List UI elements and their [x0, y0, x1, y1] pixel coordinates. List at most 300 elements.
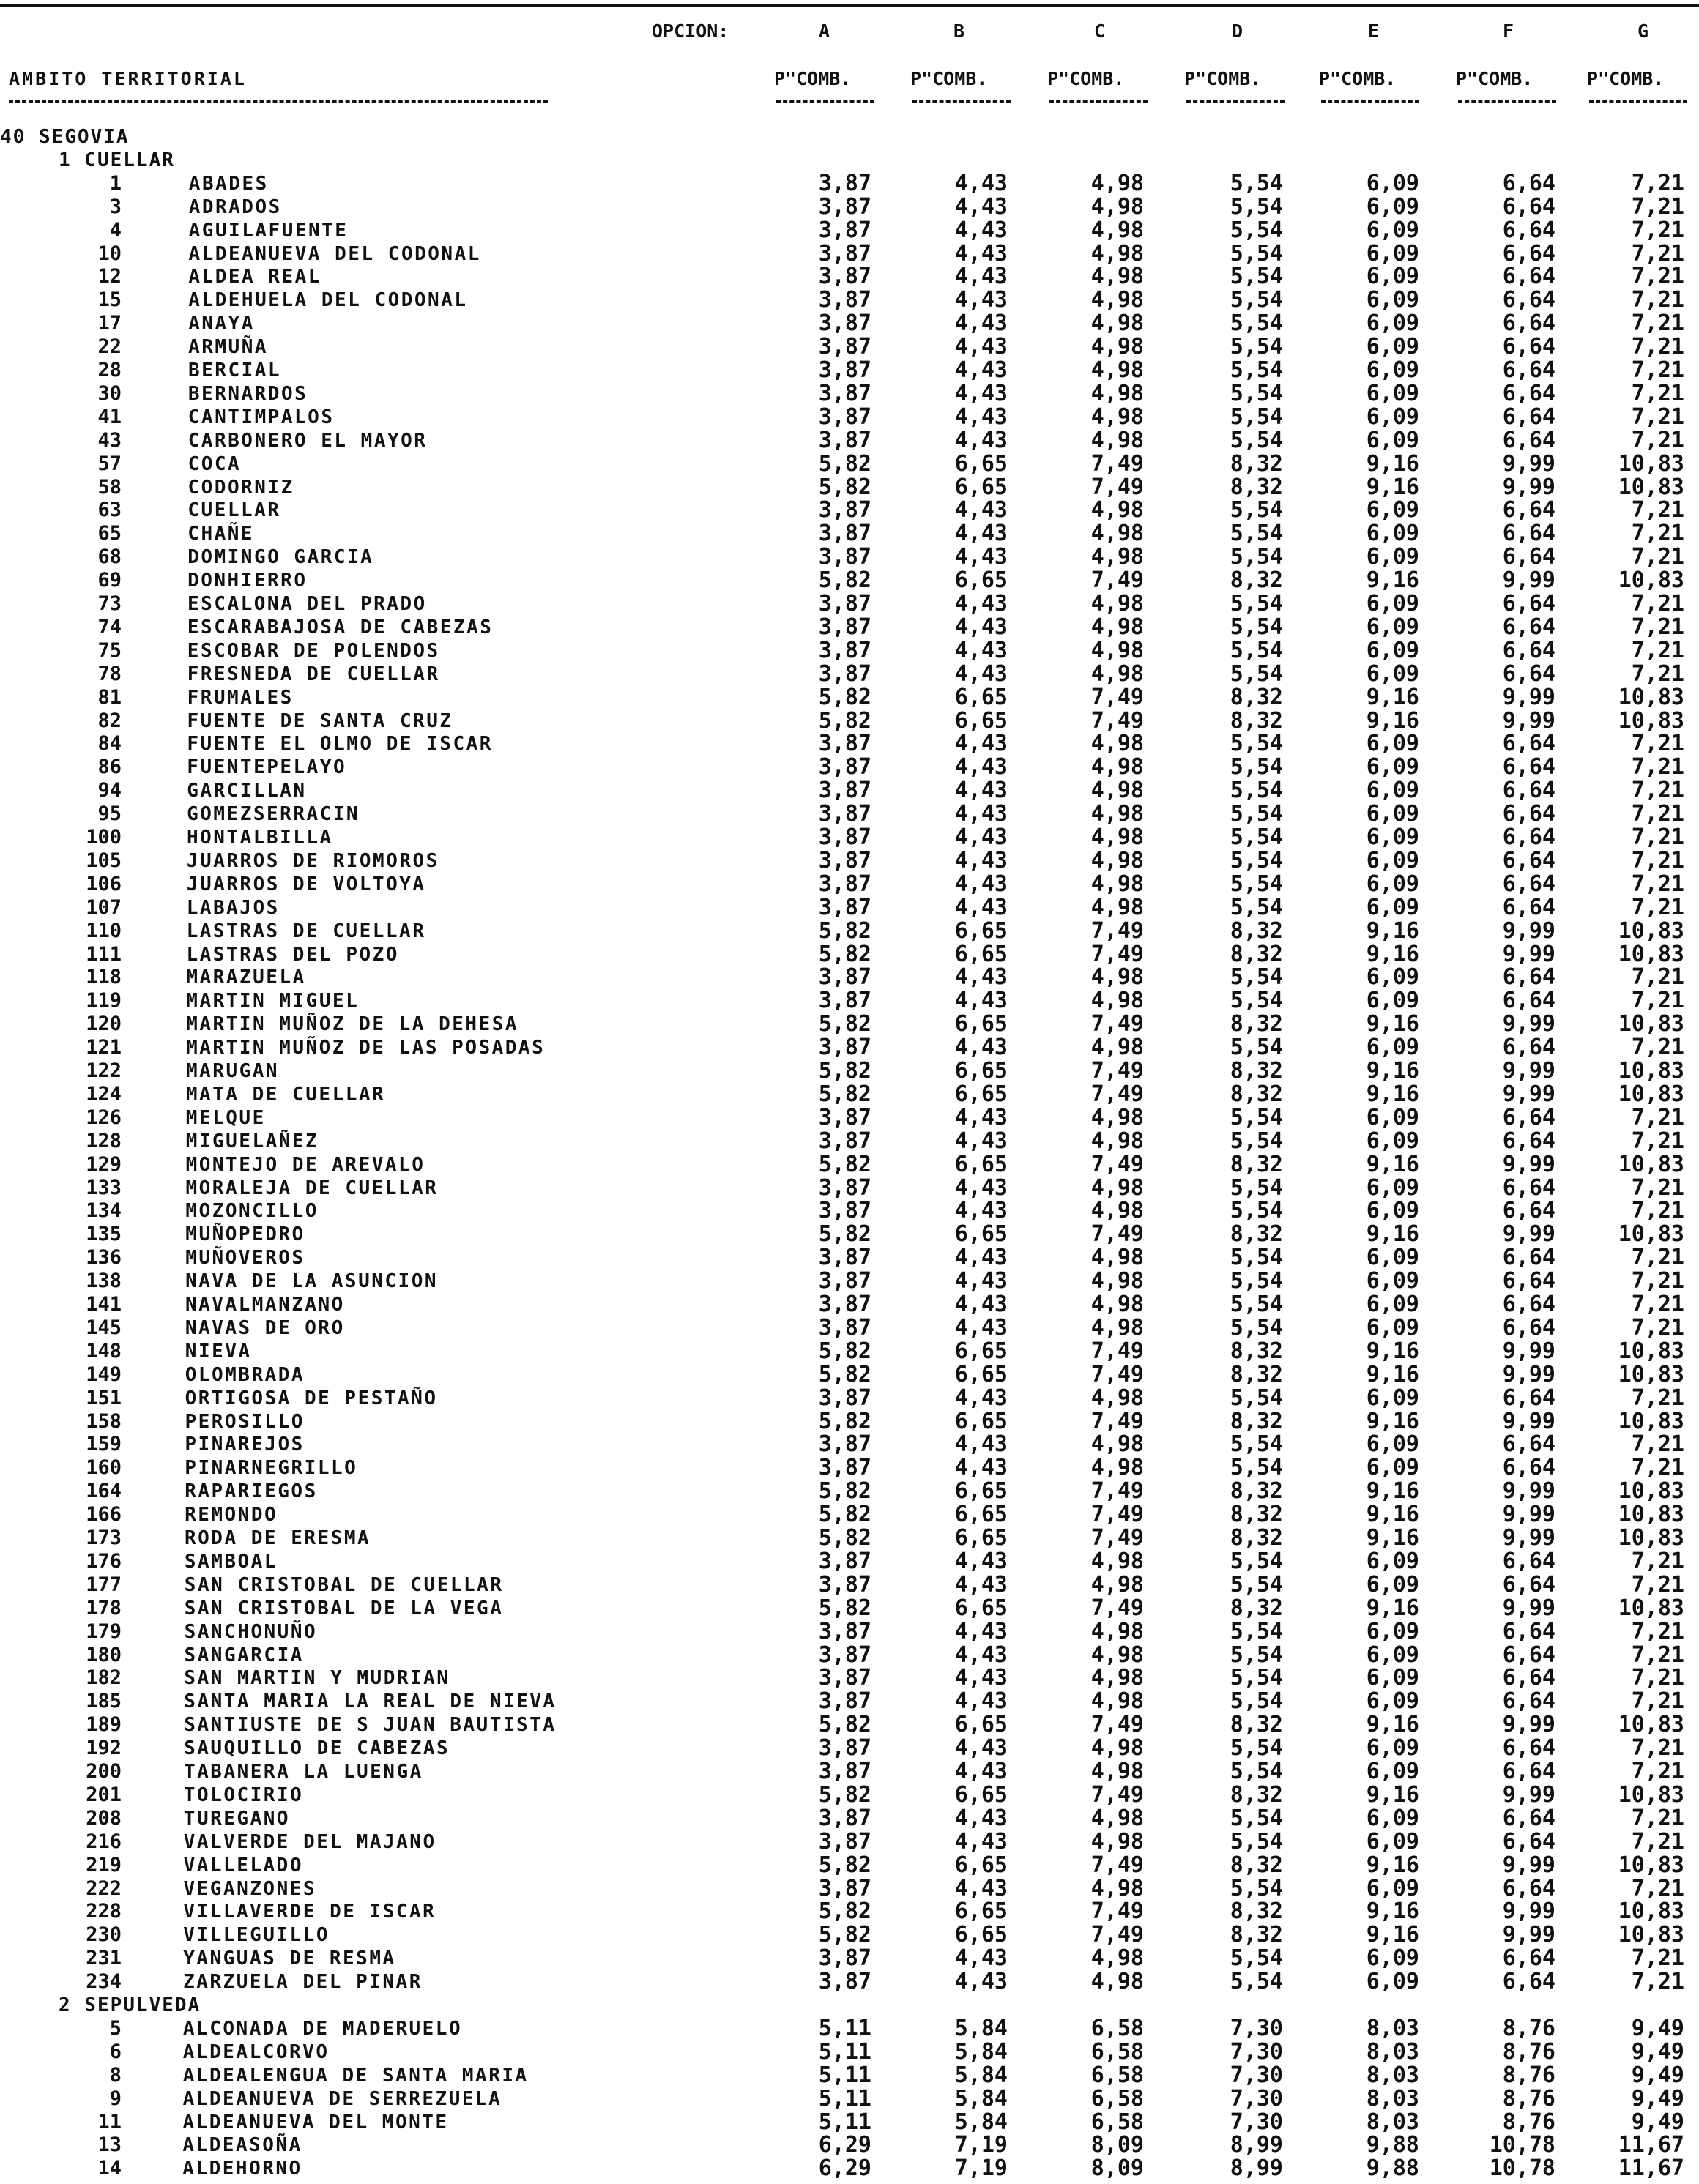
- value-option-c: 7,49: [1090, 1081, 1144, 1107]
- table-row: [0, 1713, 1699, 1737]
- value-option-a: 3,87: [818, 847, 871, 873]
- municipality-name: MOZONCILLO: [185, 1200, 319, 1223]
- value-option-g: 7,21: [1631, 637, 1684, 663]
- value-option-g: 10,83: [1618, 1898, 1684, 1925]
- value-option-f: 9,99: [1502, 450, 1555, 477]
- value-option-e: 9,16: [1366, 684, 1419, 710]
- municipality-name: ALDEHUELA DEL CODONAL: [188, 289, 468, 312]
- value-option-f: 9,99: [1502, 567, 1555, 594]
- value-option-g: 10,83: [1618, 1852, 1684, 1878]
- municipality-name: ORTIGOSA DE PESTAÑO: [185, 1387, 438, 1409]
- value-option-c: 4,98: [1090, 1805, 1144, 1831]
- municipality-name: ESCOBAR DE POLENDOS: [187, 639, 440, 662]
- value-option-e: 6,09: [1366, 1828, 1419, 1855]
- value-option-b: 6,65: [954, 1852, 1008, 1878]
- value-option-d: 8,32: [1230, 941, 1283, 967]
- value-option-b: 4,43: [954, 217, 1008, 243]
- value-option-b: 4,43: [954, 1665, 1008, 1691]
- value-option-a: 5,82: [818, 1081, 871, 1107]
- value-option-a: 3,87: [818, 217, 871, 243]
- value-option-e: 9,16: [1366, 1151, 1419, 1177]
- value-option-d: 8,32: [1230, 1852, 1283, 1878]
- value-option-d: 5,54: [1230, 1455, 1283, 1481]
- value-option-c: 4,98: [1090, 1665, 1144, 1691]
- value-option-a: 3,87: [818, 1245, 871, 1271]
- value-option-f: 6,64: [1502, 217, 1555, 243]
- value-option-b: 4,43: [954, 1875, 1008, 1901]
- municipality-name: MONTEJO DE AREVALO: [185, 1153, 425, 1176]
- municipality-code: 164: [86, 1480, 122, 1503]
- value-option-d: 8,32: [1230, 1712, 1283, 1738]
- value-option-c: 4,98: [1090, 1455, 1144, 1481]
- municipality-name: MORALEJA DE CUELLAR: [185, 1177, 439, 1199]
- value-option-b: 6,65: [954, 1922, 1008, 1948]
- municipality-name: OLOMBRADA: [185, 1363, 305, 1386]
- value-option-g: 9,49: [1631, 2062, 1684, 2088]
- value-option-f: 9,99: [1502, 1058, 1555, 1084]
- value-option-d: 5,54: [1230, 591, 1283, 616]
- value-option-a: 3,87: [818, 240, 871, 267]
- value-option-e: 6,09: [1366, 170, 1419, 196]
- value-option-g: 7,21: [1631, 1174, 1684, 1201]
- value-option-b: 4,43: [954, 1384, 1008, 1411]
- value-option-d: 5,54: [1230, 1174, 1283, 1201]
- municipality-name: SANGARCIA: [184, 1644, 304, 1666]
- value-option-b: 4,43: [954, 310, 1008, 337]
- municipality-name: PINAREJOS: [185, 1434, 305, 1456]
- value-option-f: 8,76: [1502, 2062, 1555, 2088]
- table-row: [0, 616, 1699, 639]
- value-option-b: 6,65: [954, 567, 1008, 594]
- municipality-name: SAMBOAL: [184, 1550, 278, 1573]
- value-option-b: 4,43: [954, 240, 1008, 267]
- municipality-name: ALDEALCORVO: [182, 2040, 330, 2063]
- value-option-b: 6,65: [954, 474, 1008, 500]
- value-option-c: 4,98: [1090, 778, 1144, 804]
- value-option-g: 10,83: [1618, 1478, 1684, 1505]
- table-row: [0, 1059, 1699, 1083]
- value-option-a: 5,82: [818, 1408, 871, 1434]
- value-option-e: 6,09: [1366, 637, 1419, 663]
- municipality-code: 166: [86, 1503, 122, 1527]
- value-option-f: 6,64: [1502, 1759, 1555, 1784]
- value-option-d: 8,32: [1230, 1525, 1283, 1551]
- municipality-code: 11: [97, 2110, 122, 2133]
- column-underline-g: [1589, 100, 1687, 103]
- value-option-a: 5,82: [818, 917, 871, 944]
- value-option-e: 6,09: [1366, 1128, 1419, 1154]
- value-option-e: 6,09: [1366, 1268, 1419, 1294]
- value-option-f: 6,64: [1502, 403, 1555, 430]
- value-option-e: 6,09: [1366, 264, 1419, 290]
- value-option-b: 4,43: [954, 1641, 1008, 1668]
- value-option-a: 3,87: [818, 380, 871, 406]
- value-option-e: 6,09: [1366, 1104, 1419, 1130]
- value-option-d: 5,54: [1230, 1618, 1283, 1644]
- value-option-d: 5,54: [1230, 497, 1283, 523]
- table-row: [0, 1456, 1699, 1480]
- value-option-f: 6,64: [1502, 1828, 1555, 1855]
- value-option-d: 5,54: [1230, 217, 1283, 243]
- value-option-g: 10,83: [1618, 1058, 1684, 1084]
- table-row: [0, 242, 1699, 266]
- value-option-g: 7,21: [1631, 240, 1684, 267]
- value-option-c: 7,49: [1090, 1221, 1144, 1248]
- municipality-name: MARUGAN: [186, 1060, 280, 1082]
- table-row: [0, 1737, 1699, 1760]
- value-option-c: 4,98: [1090, 801, 1144, 827]
- municipality-code: 231: [86, 1947, 122, 1970]
- value-option-c: 4,98: [1090, 1688, 1144, 1715]
- table-row: [0, 989, 1699, 1013]
- value-option-c: 7,49: [1090, 1361, 1144, 1387]
- value-option-g: 7,21: [1631, 1384, 1684, 1411]
- value-option-g: 7,21: [1631, 614, 1684, 640]
- value-option-f: 6,64: [1502, 1268, 1555, 1294]
- value-option-c: 4,98: [1090, 591, 1144, 616]
- value-option-d: 8,32: [1230, 1338, 1283, 1364]
- value-option-b: 4,43: [954, 731, 1008, 757]
- value-option-d: 5,54: [1230, 1969, 1283, 1995]
- value-option-d: 5,54: [1230, 1198, 1283, 1224]
- value-option-c: 7,49: [1090, 450, 1144, 477]
- value-option-e: 9,16: [1366, 1712, 1419, 1738]
- value-option-b: 6,65: [954, 1898, 1008, 1925]
- value-option-b: 4,43: [954, 521, 1008, 547]
- municipality-code: 200: [86, 1760, 122, 1783]
- value-option-a: 3,87: [818, 1618, 871, 1644]
- municipality-code: 216: [86, 1830, 122, 1853]
- value-option-f: 6,64: [1502, 964, 1555, 991]
- value-option-f: 6,64: [1502, 193, 1555, 220]
- value-option-d: 8,32: [1230, 684, 1283, 710]
- value-option-g: 7,21: [1631, 521, 1684, 547]
- municipality-name: ALDEALENGUA DE SANTA MARIA: [182, 2064, 529, 2087]
- value-option-g: 9,49: [1631, 2015, 1684, 2041]
- value-option-f: 6,64: [1502, 240, 1555, 267]
- table-row: [0, 826, 1699, 849]
- value-option-e: 8,03: [1366, 2062, 1419, 2088]
- value-option-a: 3,87: [818, 1174, 871, 1201]
- municipality-code: 182: [86, 1666, 122, 1690]
- value-option-e: 9,16: [1366, 567, 1419, 594]
- province-title: 40 SEGOVIA: [0, 126, 130, 148]
- value-option-g: 7,21: [1631, 847, 1684, 873]
- option-letter-e: E: [1368, 21, 1380, 42]
- value-option-d: 8,32: [1230, 1408, 1283, 1434]
- value-option-e: 8,03: [1366, 2038, 1419, 2065]
- value-option-a: 3,87: [818, 894, 871, 920]
- value-option-f: 6,64: [1502, 1945, 1555, 1972]
- municipality-name: SANCHONUÑO: [184, 1620, 318, 1643]
- value-option-d: 5,54: [1230, 1805, 1283, 1831]
- value-option-d: 5,54: [1230, 240, 1283, 267]
- table-row: [0, 779, 1699, 802]
- value-option-b: 6,65: [954, 1151, 1008, 1177]
- table-row: [0, 312, 1699, 335]
- column-underline-b: [912, 100, 1011, 103]
- municipality-name: VILLAVERDE DE ISCAR: [183, 1901, 436, 1923]
- value-option-d: 5,54: [1230, 310, 1283, 337]
- value-option-a: 5,82: [818, 1011, 871, 1037]
- opcion-label: OPCION:: [652, 21, 729, 42]
- table-row: [0, 1410, 1699, 1434]
- value-option-d: 5,54: [1230, 287, 1283, 313]
- value-option-e: 6,09: [1366, 1292, 1419, 1317]
- value-option-c: 4,98: [1090, 637, 1144, 663]
- value-option-a: 3,87: [818, 1969, 871, 1995]
- value-option-f: 6,64: [1502, 1875, 1555, 1901]
- value-option-b: 6,65: [954, 707, 1008, 734]
- value-option-d: 7,30: [1230, 2062, 1283, 2088]
- value-option-d: 5,54: [1230, 1875, 1283, 1901]
- value-option-d: 5,54: [1230, 1268, 1283, 1294]
- value-option-d: 5,54: [1230, 1035, 1283, 1061]
- value-option-e: 6,09: [1366, 1759, 1419, 1784]
- value-option-a: 5,82: [818, 450, 871, 477]
- value-option-c: 7,49: [1090, 1151, 1144, 1177]
- municipality-code: 118: [86, 966, 122, 989]
- value-option-a: 3,87: [818, 334, 871, 360]
- value-option-a: 5,11: [818, 2062, 871, 2088]
- municipality-code: 65: [97, 522, 122, 545]
- value-option-a: 3,87: [818, 591, 871, 616]
- value-option-e: 6,09: [1366, 660, 1419, 687]
- value-option-f: 6,64: [1502, 1548, 1555, 1574]
- municipality-name: NIEVA: [185, 1340, 252, 1363]
- value-option-a: 6,29: [818, 2155, 871, 2182]
- table-row: [0, 732, 1699, 756]
- value-option-c: 4,98: [1090, 754, 1144, 780]
- value-option-d: 8,32: [1230, 567, 1283, 594]
- value-option-g: 10,83: [1618, 567, 1684, 594]
- value-option-c: 7,49: [1090, 684, 1144, 710]
- value-option-g: 7,21: [1631, 1198, 1684, 1224]
- municipality-name: NAVA DE LA ASUNCION: [185, 1270, 439, 1293]
- value-option-e: 6,09: [1366, 894, 1419, 920]
- value-option-d: 5,54: [1230, 1245, 1283, 1271]
- value-option-b: 6,65: [954, 1338, 1008, 1364]
- value-option-e: 6,09: [1366, 614, 1419, 640]
- municipality-name: LASTRAS DEL POZO: [186, 943, 399, 966]
- table-row: [0, 1013, 1699, 1036]
- section-heading: [0, 1994, 1699, 2017]
- value-option-g: 9,49: [1631, 2085, 1684, 2112]
- value-option-g: 10,83: [1618, 1525, 1684, 1551]
- value-option-b: 6,65: [954, 1478, 1008, 1505]
- value-option-d: 8,32: [1230, 1898, 1283, 1925]
- value-option-f: 6,64: [1502, 1969, 1555, 1995]
- value-option-a: 3,87: [818, 1665, 871, 1691]
- value-option-b: 4,43: [954, 754, 1008, 780]
- value-option-c: 4,98: [1090, 894, 1144, 920]
- municipality-name: FUENTE EL OLMO DE ISCAR: [187, 733, 493, 756]
- value-option-a: 3,87: [818, 801, 871, 827]
- municipality-name: MARAZUELA: [186, 966, 306, 989]
- value-option-f: 6,64: [1502, 380, 1555, 406]
- municipality-code: 134: [86, 1199, 122, 1223]
- municipality-name: REMONDO: [185, 1504, 278, 1527]
- column-label-b: P"COMB.: [910, 68, 988, 89]
- value-option-b: 6,65: [954, 1011, 1008, 1037]
- municipality-name: ALDEASOÑA: [182, 2134, 302, 2157]
- municipality-code: 9: [109, 2087, 122, 2110]
- value-option-b: 4,43: [954, 1828, 1008, 1855]
- municipality-code: 133: [86, 1176, 122, 1199]
- value-option-a: 3,87: [818, 1945, 871, 1972]
- value-option-e: 9,16: [1366, 1502, 1419, 1528]
- municipality-code: 111: [86, 942, 122, 966]
- table-row: [0, 1550, 1699, 1573]
- value-option-a: 3,87: [818, 1035, 871, 1061]
- value-option-b: 4,43: [954, 1945, 1008, 1972]
- value-option-f: 6,64: [1502, 170, 1555, 196]
- value-option-d: 5,54: [1230, 1735, 1283, 1762]
- value-option-c: 4,98: [1090, 1174, 1144, 1201]
- table-row: [0, 1877, 1699, 1901]
- value-option-d: 5,54: [1230, 1641, 1283, 1668]
- value-option-g: 10,83: [1618, 1081, 1684, 1107]
- municipality-name: PINARNEGRILLO: [185, 1457, 358, 1480]
- value-option-c: 4,98: [1090, 1384, 1144, 1411]
- value-option-e: 9,16: [1366, 1081, 1419, 1107]
- municipality-name: ALDEANUEVA DE SERREZUELA: [182, 2087, 502, 2110]
- table-row: [0, 429, 1699, 452]
- column-underline-a: [776, 100, 874, 103]
- table-row: [0, 452, 1699, 476]
- value-option-a: 3,87: [818, 871, 871, 897]
- value-option-g: 7,21: [1631, 1128, 1684, 1154]
- value-option-g: 7,21: [1631, 731, 1684, 757]
- municipality-name: ALDEA REAL: [188, 266, 321, 288]
- value-option-f: 6,64: [1502, 1805, 1555, 1831]
- municipality-code: 69: [97, 569, 122, 592]
- table-row: [0, 1106, 1699, 1130]
- value-option-e: 6,09: [1366, 1198, 1419, 1224]
- table-row: [0, 2017, 1699, 2040]
- value-option-d: 8,32: [1230, 1058, 1283, 1084]
- value-option-f: 6,64: [1502, 778, 1555, 804]
- value-option-g: 10,83: [1618, 1712, 1684, 1738]
- value-option-c: 7,49: [1090, 1338, 1144, 1364]
- value-option-g: 7,21: [1631, 1828, 1684, 1855]
- table-row: [0, 1083, 1699, 1106]
- value-option-a: 5,82: [818, 1361, 871, 1387]
- value-option-a: 5,82: [818, 1898, 871, 1925]
- value-option-a: 3,87: [818, 1292, 871, 1317]
- value-option-f: 6,64: [1502, 894, 1555, 920]
- value-option-b: 4,43: [954, 964, 1008, 991]
- value-option-f: 9,99: [1502, 684, 1555, 710]
- value-option-b: 5,84: [954, 2062, 1008, 2088]
- municipality-name: MATA DE CUELLAR: [185, 1083, 386, 1106]
- value-option-d: 5,54: [1230, 1665, 1283, 1691]
- value-option-b: 4,43: [954, 544, 1008, 570]
- value-option-g: 11,67: [1618, 2155, 1684, 2182]
- value-option-b: 6,65: [954, 684, 1008, 710]
- value-option-b: 4,43: [954, 778, 1008, 804]
- value-option-e: 6,09: [1366, 1035, 1419, 1061]
- value-option-c: 4,98: [1090, 871, 1144, 897]
- section-title: 2 SEPULVEDA: [59, 1994, 201, 2016]
- option-letter-c: C: [1094, 21, 1106, 42]
- province-heading: [0, 125, 1699, 149]
- municipality-name: MUÑOVEROS: [185, 1247, 305, 1270]
- municipality-name: SAN CRISTOBAL DE LA VEGA: [184, 1597, 504, 1620]
- value-option-b: 4,43: [954, 660, 1008, 687]
- value-option-d: 5,54: [1230, 544, 1283, 570]
- municipality-code: 145: [86, 1316, 122, 1339]
- municipality-code: 6: [109, 2040, 122, 2063]
- value-option-c: 4,98: [1090, 1828, 1144, 1855]
- value-option-f: 6,64: [1502, 847, 1555, 873]
- municipality-code: 105: [86, 849, 122, 872]
- option-letter-g: G: [1637, 21, 1649, 42]
- value-option-d: 5,54: [1230, 1104, 1283, 1130]
- value-option-b: 4,43: [954, 824, 1008, 850]
- municipality-code: 151: [86, 1386, 122, 1409]
- value-option-g: 7,21: [1631, 1104, 1684, 1130]
- value-option-g: 7,21: [1631, 754, 1684, 780]
- value-option-g: 10,83: [1618, 1151, 1684, 1177]
- table-row: [0, 1480, 1699, 1503]
- table-row: [0, 2064, 1699, 2087]
- municipality-code: 119: [86, 989, 122, 1013]
- table-row: [0, 403, 1699, 430]
- value-option-b: 4,43: [954, 637, 1008, 663]
- value-option-b: 6,65: [954, 1712, 1008, 1738]
- value-option-e: 6,09: [1366, 334, 1419, 360]
- value-option-c: 4,98: [1090, 427, 1144, 453]
- value-option-g: 10,83: [1618, 1011, 1684, 1037]
- value-option-c: 4,98: [1090, 217, 1144, 243]
- value-option-a: 5,82: [818, 1151, 871, 1177]
- municipality-code: 173: [86, 1527, 122, 1549]
- value-option-c: 7,49: [1090, 1408, 1144, 1434]
- value-option-b: 4,43: [954, 1174, 1008, 1201]
- municipality-name: VEGANZONES: [183, 1877, 317, 1900]
- table-row: [0, 476, 1699, 499]
- value-option-g: 7,21: [1631, 894, 1684, 920]
- municipality-code: 41: [97, 405, 122, 428]
- value-option-d: 7,30: [1230, 2038, 1283, 2065]
- value-option-e: 6,09: [1366, 1735, 1419, 1762]
- table-row: [0, 966, 1699, 989]
- column-label-c: P"COMB.: [1047, 68, 1125, 89]
- value-option-c: 4,98: [1090, 1035, 1144, 1061]
- value-option-g: 7,21: [1631, 310, 1684, 337]
- value-option-f: 9,99: [1502, 1361, 1555, 1387]
- municipality-code: 159: [86, 1433, 122, 1456]
- value-option-e: 6,09: [1366, 427, 1419, 453]
- value-option-d: 8,32: [1230, 917, 1283, 944]
- table-row: [0, 1293, 1699, 1316]
- value-option-b: 4,43: [954, 357, 1008, 383]
- table-row: [0, 288, 1699, 312]
- value-option-f: 6,64: [1502, 1384, 1555, 1411]
- value-option-d: 7,30: [1230, 2109, 1283, 2135]
- value-option-a: 5,11: [818, 2085, 871, 2112]
- value-option-e: 8,03: [1366, 2109, 1419, 2135]
- value-option-g: 10,83: [1618, 474, 1684, 500]
- table-row: [0, 1223, 1699, 1246]
- value-option-e: 9,16: [1366, 1011, 1419, 1037]
- municipality-code: 8: [109, 2063, 122, 2087]
- value-option-a: 3,87: [818, 988, 871, 1014]
- table-row: [0, 569, 1699, 592]
- value-option-a: 5,82: [818, 474, 871, 500]
- column-underline-f: [1458, 100, 1556, 103]
